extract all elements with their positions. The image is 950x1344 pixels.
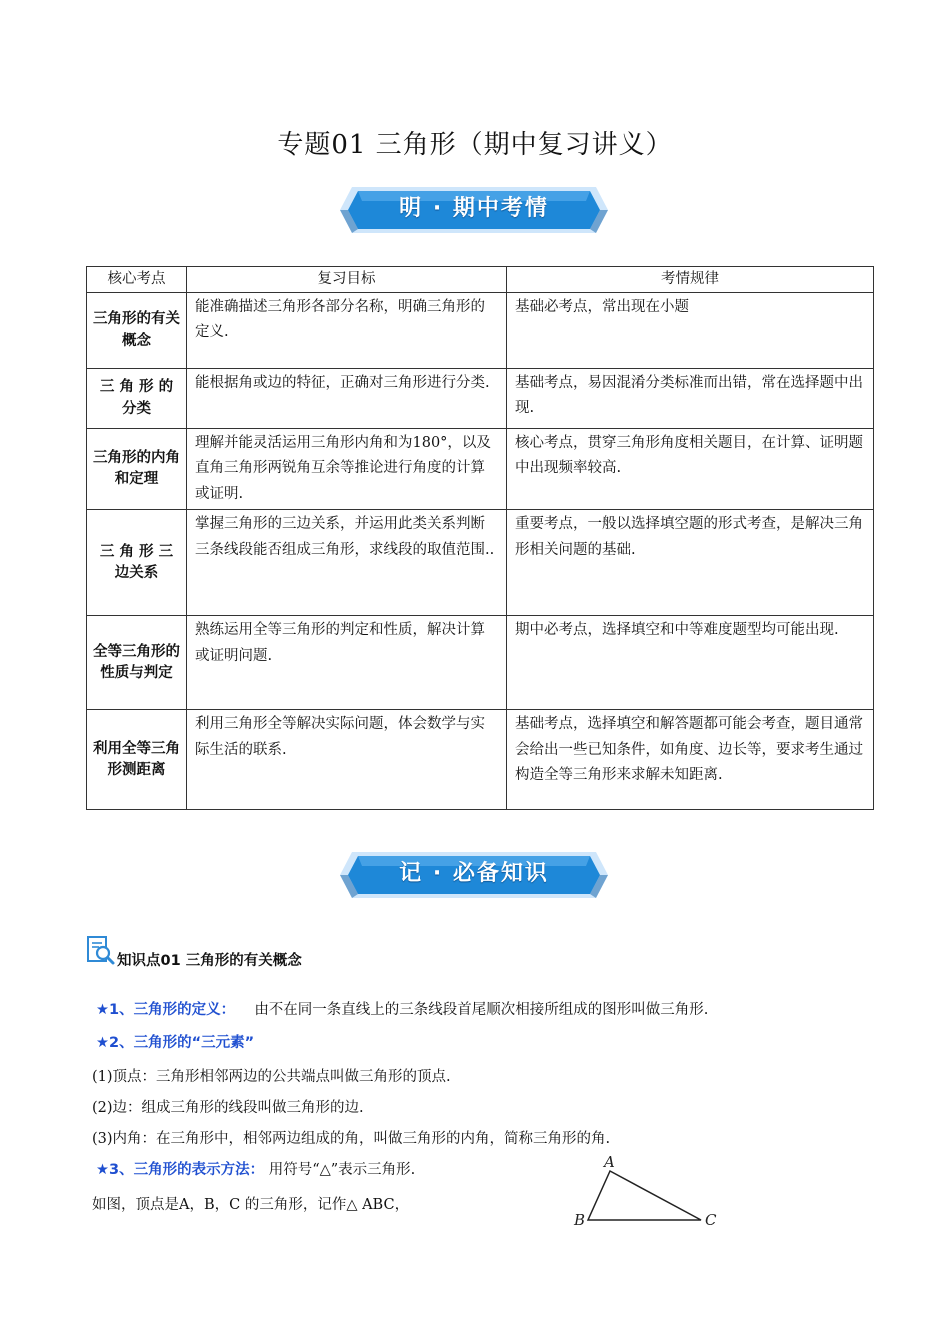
definition-title: ★1、三角形的定义： [96,1002,236,1018]
definition-text: 由不在同一条直线上的三条线段首尾顺次相接所组成的图形叫做三角形. [254,1002,709,1018]
header-core-point: 核心考点 [87,267,187,293]
exam-trends-banner [338,183,610,237]
notation-paragraph [96,1158,415,1179]
table-cell-goal: 能根据角或边的特征，正确对三角形进行分类. [187,369,507,429]
vertex-c-label: C [705,1211,717,1229]
vertex-a-label: A [604,1153,615,1171]
document-search-icon [86,934,116,970]
table-cell-goal: 利用三角形全等解决实际问题，体会数学与实际生活的联系. [187,710,507,810]
exam-trends-banner-label: 明 · 期中考情 [399,196,549,221]
triangle-shape [588,1171,701,1220]
table-row [87,369,874,429]
table-row [87,510,874,616]
knowledge-point-label: 知识点01 三角形的有关概念 [117,953,302,969]
angle-paragraph: (3)内角：在三角形中，相邻两边组成的角，叫做三角形的内角，简称三角形的角. [92,1131,611,1147]
table-cell-point: 三 角 形 的分类 [87,369,187,429]
elements-title: ★2、三角形的“三元素” [96,1035,255,1051]
table-cell-rule: 基础必考点，常出现在小题 [507,293,874,369]
table-cell-rule: 核心考点，贯穿三角形角度相关题目，在计算、证明题中出现频率较高. [507,429,874,510]
definition-paragraph [96,998,708,1019]
vertex-b-label: B [574,1211,586,1229]
vertex-paragraph: (1)顶点：三角形相邻两边的公共端点叫做三角形的顶点. [92,1069,451,1085]
table-cell-point: 全等三角形的性质与判定 [87,616,187,710]
table-cell-rule: 期中必考点，选择填空和中等难度题型均可能出现. [507,616,874,710]
example-paragraph: 如图，顶点是A，B，C 的三角形，记作△ ABC， [92,1197,410,1213]
exam-trends-table [86,266,874,810]
document-title: 专题01 三角形（期中复习讲义） [277,130,673,160]
table-cell-rule: 重要考点，一般以选择填空题的形式考查，是解决三角形相关问题的基础. [507,510,874,616]
elements-heading [96,1031,254,1052]
table-cell-goal: 掌握三角形的三边关系，并运用此类关系判断三条线段能否组成三角形，求线段的取值范围.. [187,510,507,616]
header-exam-pattern: 考情规律 [507,267,874,293]
table-row [87,429,874,510]
table-header-row [87,267,874,293]
notation-text: 用符号“△”表示三角形. [268,1162,416,1178]
table-cell-rule: 基础考点，易因混淆分类标准而出错，常在选择题中出现. [507,369,874,429]
table-cell-point: 利用全等三角形测距离 [87,710,187,810]
table-row [87,616,874,710]
table-cell-rule: 基础考点，选择填空和解答题都可能会考查，题目通常会给出一些已知条件，如角度、边长等，要求考生通过构造全等三角形来求解未知距离. [507,710,874,810]
table-cell-goal: 能准确描述三角形各部分名称，明确三角形的定义. [187,293,507,369]
triangle-abc-figure [566,1150,736,1232]
header-review-goal: 复习目标 [187,267,507,293]
table-cell-goal: 熟练运用全等三角形的判定和性质，解决计算或证明问题. [187,616,507,710]
table-cell-goal: 理解并能灵活运用三角形内角和为180°，以及直角三角形两锐角互余等推论进行角度的计算或证明. [187,429,507,510]
table-cell-point: 三角形的内角和定理 [87,429,187,510]
knowledge-banner-label: 记 · 必备知识 [399,861,549,886]
knowledge-banner [338,848,610,902]
table-cell-point: 三角形的有关概念 [87,293,187,369]
table-row [87,293,874,369]
notation-title: ★3、三角形的表示方法： [96,1162,265,1178]
table-row [87,710,874,810]
side-paragraph: (2)边：组成三角形的线段叫做三角形的边. [92,1100,364,1116]
table-cell-point: 三 角 形 三边关系 [87,510,187,616]
